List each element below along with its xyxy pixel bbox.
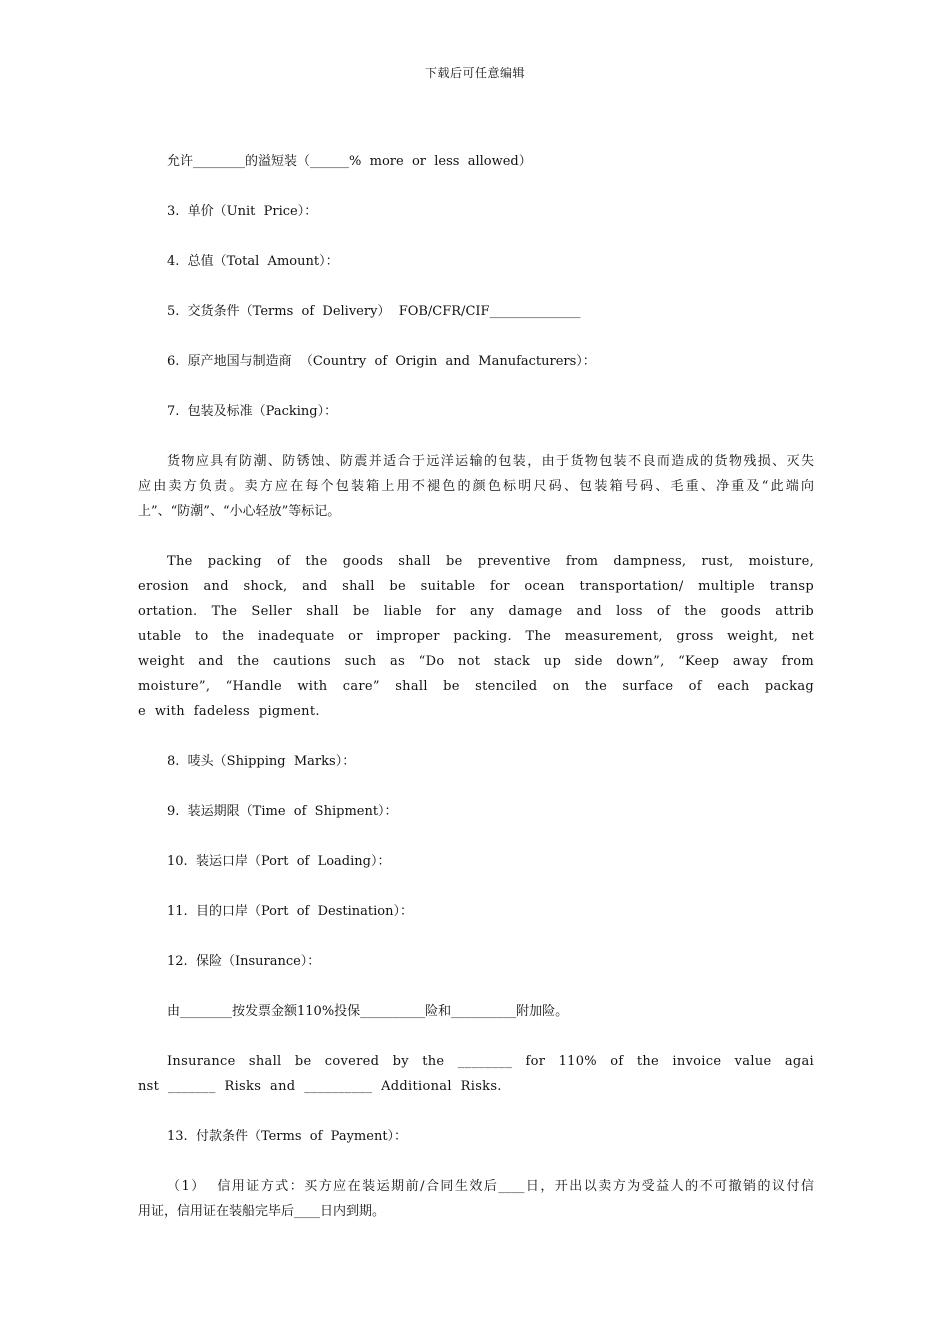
spacer — [138, 1149, 814, 1174]
spacer — [138, 724, 814, 749]
spacer — [138, 874, 814, 899]
spacer — [138, 924, 814, 949]
packing-zh-line-3: 上”、“防潮”、“小心轻放”等标记。 — [138, 504, 341, 519]
payment-lc-line-2: 用证，信用证在装船完毕后____日内到期。 — [138, 1204, 386, 1219]
overshipment-clause: 允许________的溢短装（______% more or less allowed） — [167, 154, 532, 169]
spacer — [138, 274, 814, 299]
spacer — [138, 774, 814, 799]
spacer — [138, 324, 814, 349]
clause-8-shipping-marks: 8. 唛头（Shipping Marks）： — [167, 754, 356, 769]
spacer — [138, 224, 814, 249]
document-body — [138, 149, 814, 1224]
insurance-en-line-2: nst _______ Risks and __________ Additional Risks. — [138, 1079, 502, 1094]
spacer — [138, 424, 814, 449]
packing-en-line-4: utable to the inadequate or improper packing. The measurement, gross weight, net — [138, 629, 814, 644]
payment-lc-line-1: （1） 信用证方式：买方应在装运期前/合同生效后____日，开出以卖方为受益人的不可撤销的议付信 — [167, 1179, 814, 1194]
packing-zh-line-2: 应由卖方负责。卖方应在每个包装箱上用不褪色的颜色标明尺码、包装箱号码、毛重、净重及“此端向 — [138, 479, 814, 494]
packing-en-line-6: moisture”, “Handle with care” shall be stenciled on the surface of each packag — [138, 679, 814, 694]
spacer — [138, 374, 814, 399]
spacer — [138, 524, 814, 549]
clause-5-terms-of-delivery: 5. 交货条件（Terms of Delivery） FOB/CFR/CIF______________ — [167, 304, 581, 319]
clause-7-packing: 7. 包装及标准（Packing）： — [167, 404, 338, 419]
spacer — [138, 974, 814, 999]
clause-13-terms-of-payment: 13. 付款条件（Terms of Payment）： — [167, 1129, 408, 1144]
spacer — [138, 824, 814, 849]
packing-en-line-1: The packing of the goods shall be preventive from dampness, rust, moisture, — [167, 554, 814, 569]
clause-11-port-of-destination: 11. 目的口岸（Port of Destination）： — [167, 904, 413, 919]
clause-10-port-of-loading: 10. 装运口岸（Port of Loading）： — [167, 854, 391, 869]
packing-en-line-3: ortation. The Seller shall be liable for any damage and loss of the goods attrib — [138, 604, 814, 619]
insurance-zh-line: 由________按发票金额110%投保__________险和__________附加险。 — [167, 1004, 569, 1019]
packing-en-line-7: e with fadeless pigment. — [138, 704, 320, 719]
spacer — [138, 1024, 814, 1049]
clause-3-unit-price: 3. 单价（Unit Price）： — [167, 204, 318, 219]
packing-en-line-5: weight and the cautions such as “Do not stack up side down”, “Keep away from — [138, 654, 814, 669]
clause-4-total-amount: 4. 总值（Total Amount）： — [167, 254, 339, 269]
page-header: 下载后可任意编辑 — [424, 66, 525, 80]
packing-zh-line-1: 货物应具有防潮、防锈蚀、防震并适合于远洋运输的包装，由于货物包装不良而造成的货物残损、灭失 — [167, 454, 814, 469]
spacer — [138, 174, 814, 199]
clause-9-time-of-shipment: 9. 装运期限（Time of Shipment）： — [167, 804, 398, 819]
clause-12-insurance: 12. 保险（Insurance）： — [167, 954, 321, 969]
insurance-en-line-1: Insurance shall be covered by the ________ for 110% of the invoice value agai — [167, 1054, 814, 1069]
packing-en-line-2: erosion and shock, and shall be suitable for ocean transportation/ multiple transp — [138, 579, 814, 594]
spacer — [138, 1099, 814, 1124]
clause-6-country-of-origin: 6. 原产地国与制造商 （Country of Origin and Manufacturers）： — [167, 354, 596, 369]
